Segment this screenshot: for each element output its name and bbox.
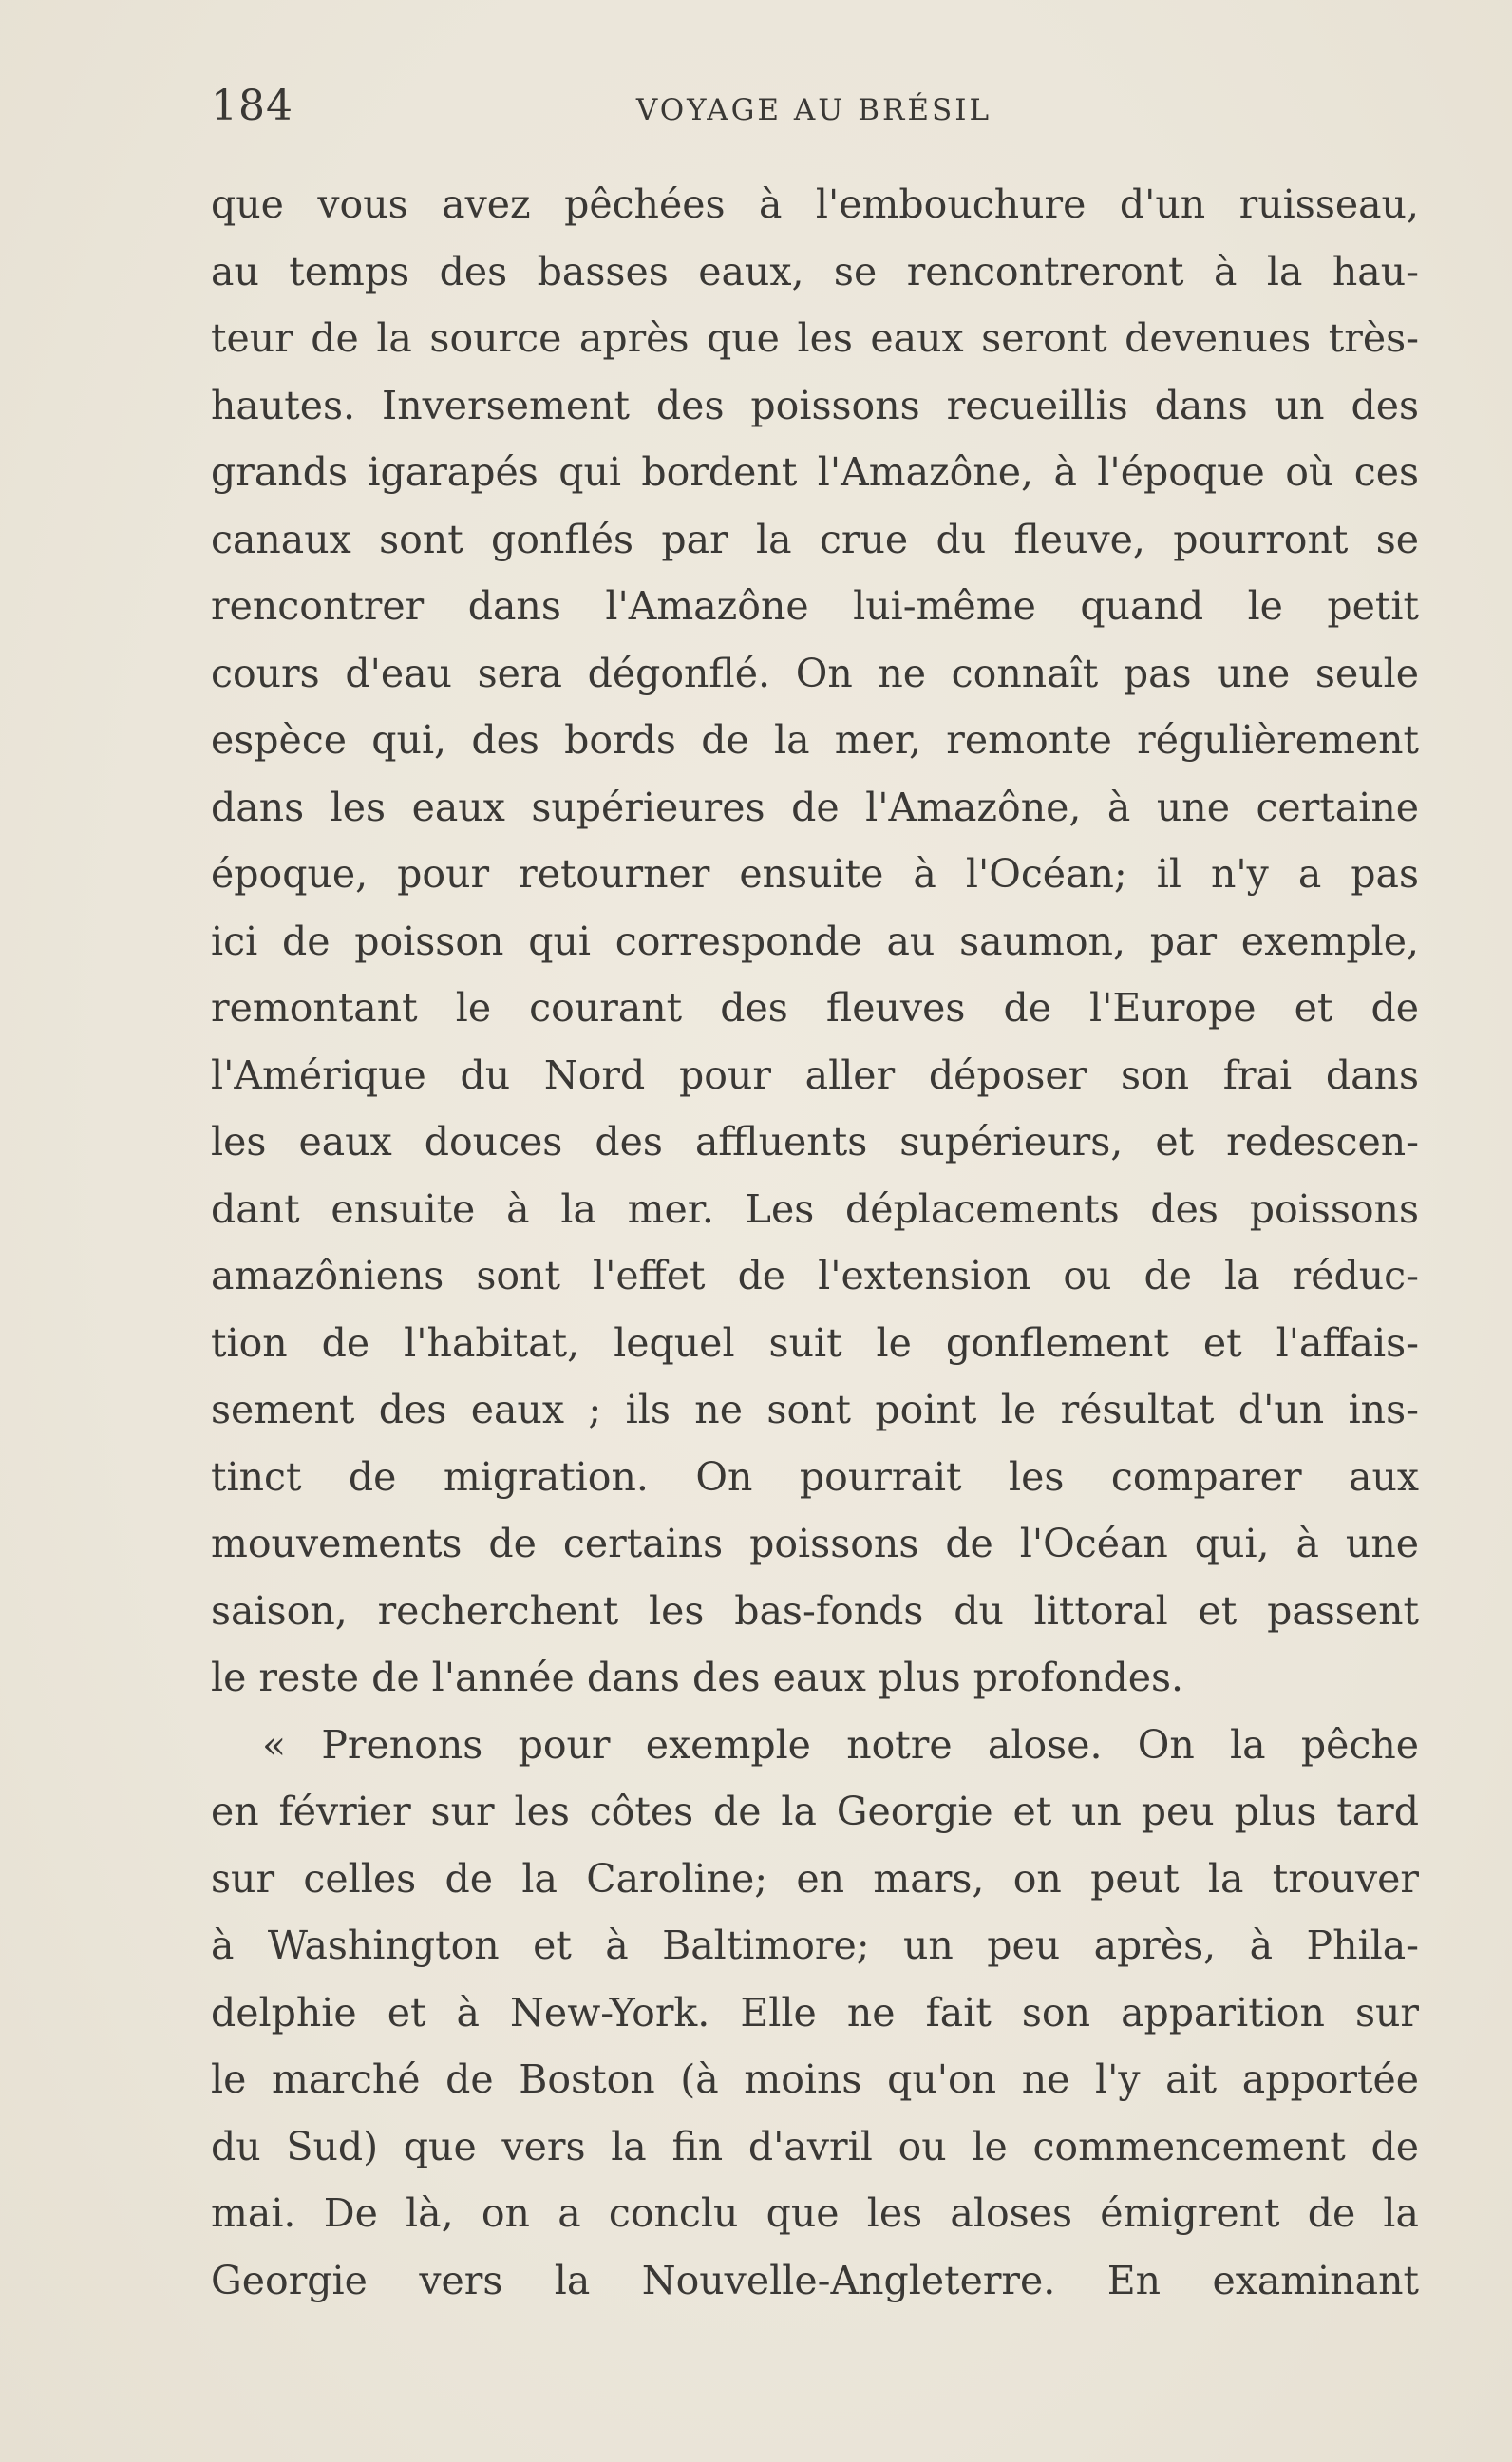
text-line: sement des eaux ; ils ne sont point le résultat d'un ins- <box>211 1387 1419 1432</box>
text-line: Georgie vers la Nouvelle-Angleterre. En examinant <box>211 2257 1419 2303</box>
text-line: canaux sont gonflés par la crue du fleuve, pourront se <box>211 516 1419 562</box>
text-line: que vous avez pêchées à l'embouchure d'un ruisseau, <box>211 181 1419 227</box>
running-head <box>211 82 1417 139</box>
text-line: les eaux douces des affluents supérieurs, et redescen- <box>211 1119 1419 1165</box>
text-line: le marché de Boston (à moins qu'on ne l'y ait apportée <box>211 2056 1419 2102</box>
text-line: rencontrer dans l'Amazône lui-même quand le petit <box>211 583 1419 629</box>
text-line: tion de l'habitat, lequel suit le gonflement et l'affais- <box>211 1319 1419 1366</box>
text-line: mouvements de certains poissons de l'Océan qui, à une <box>211 1521 1419 1566</box>
text-line: saison, recherchent les bas-fonds du littoral et passent <box>211 1587 1419 1634</box>
body-text <box>211 171 1419 2314</box>
text-line: amazôniens sont l'effet de l'extension ou de la réduc- <box>211 1253 1419 1298</box>
text-line: sur celles de la Caroline; en mars, on peut la trouver <box>211 1855 1419 1902</box>
text-line: ici de poisson qui corresponde au saumon, par exemple, <box>211 918 1419 964</box>
text-line: dans les eaux supérieures de l'Amazône, à une certaine <box>211 784 1419 830</box>
text-line: delphie et à New-York. Elle ne fait son apparition sur <box>211 1989 1419 2036</box>
text-line: hautes. Inversement des poissons recueillis dans un des <box>211 382 1419 428</box>
text-line: « Prenons pour exemple notre alose. On la pêche <box>262 1721 1419 1768</box>
text-line: espèce qui, des bords de la mer, remonte régulièrement <box>211 717 1419 763</box>
text-line: teur de la source après que les eaux seront devenues très- <box>211 315 1419 361</box>
page-number: 184 <box>211 82 293 130</box>
text-line: au temps des basses eaux, se rencontreront à la hau- <box>211 248 1419 294</box>
text-line: l'Amérique du Nord pour aller déposer son frai dans <box>211 1051 1419 1098</box>
text-line: mai. De là, on a conclu que les aloses émigrent de la <box>211 2190 1419 2236</box>
text-line: cours d'eau sera dégonflé. On ne connaît pas une seule <box>211 650 1419 696</box>
text-line: dant ensuite à la mer. Les déplacements des poissons <box>211 1185 1419 1232</box>
text-line: du Sud) que vers la fin d'avril ou le commencement de <box>211 2123 1419 2169</box>
running-title: VOYAGE AU BRÉSIL <box>635 93 992 127</box>
text-line: le reste de l'année dans des eaux plus profondes. <box>211 1655 1184 1700</box>
text-line: remontant le courant des fleuves de l'Europe et de <box>211 985 1419 1031</box>
text-line: tinct de migration. On pourrait les comparer aux <box>211 1453 1419 1500</box>
text-line: grands igarapés qui bordent l'Amazône, à l'époque où ces <box>211 449 1419 495</box>
text-line: en février sur les côtes de la Georgie et un peu plus tard <box>211 1789 1419 1834</box>
text-line: époque, pour retourner ensuite à l'Océan; il n'y a pas <box>211 851 1419 897</box>
text-line: à Washington et à Baltimore; un peu après, à Phila- <box>211 1922 1419 1968</box>
